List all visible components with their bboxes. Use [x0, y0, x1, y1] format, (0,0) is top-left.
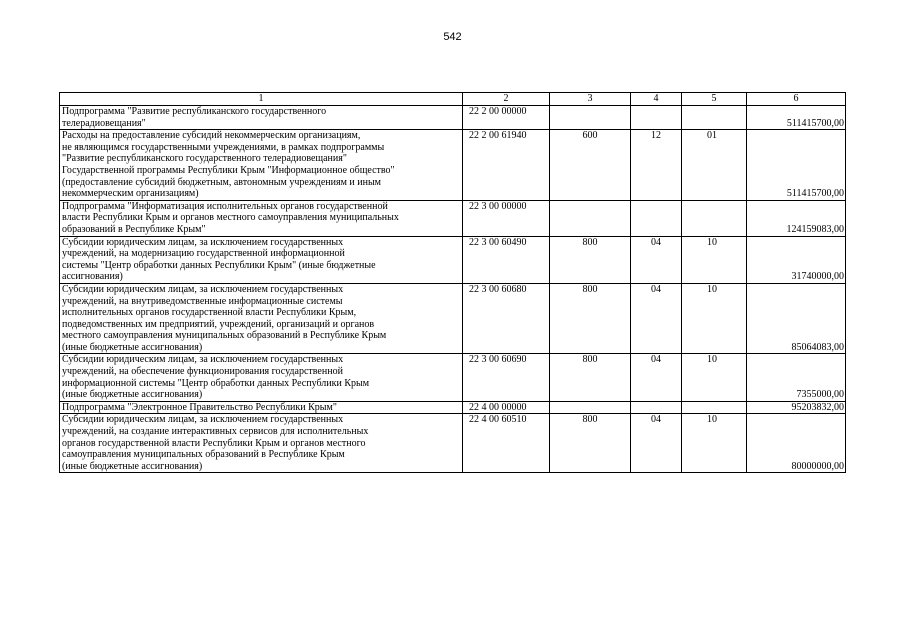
row-subsection	[682, 106, 747, 130]
row-description: Подпрограмма "Электронное Правительство Республики Крым"	[60, 401, 463, 414]
row-expense-type	[550, 106, 631, 130]
row-expense-type	[550, 401, 631, 414]
row-expense-type: 800	[550, 414, 631, 473]
row-section	[631, 401, 682, 414]
header-col-3: 3	[550, 93, 631, 106]
row-target-code: 22 2 00 61940	[463, 130, 550, 201]
row-expense-type	[550, 200, 631, 236]
row-subsection: 10	[682, 354, 747, 401]
header-col-5: 5	[682, 93, 747, 106]
header-col-6: 6	[747, 93, 846, 106]
row-subsection: 10	[682, 414, 747, 473]
row-expense-type: 800	[550, 354, 631, 401]
row-description: Субсидии юридическим лицам, за исключением государственных учреждений, на внутриведомственные информационные системы исполнительных органов государственной власти Республики Крым, подведомственных им предприятий, учреждений, организаций и органов местного самоуправления муниципальных образований в Республике Крым (иные бюджетные ассигнования)	[60, 283, 463, 354]
row-subsection: 01	[682, 130, 747, 201]
row-section: 04	[631, 236, 682, 283]
budget-table	[59, 92, 846, 473]
row-target-code: 22 3 00 00000	[463, 200, 550, 236]
header-col-1: 1	[60, 93, 463, 106]
row-amount: 80000000,00	[747, 414, 846, 473]
row-section: 04	[631, 414, 682, 473]
row-subsection	[682, 401, 747, 414]
table-row	[60, 200, 846, 236]
row-amount: 511415700,00	[747, 130, 846, 201]
row-amount: 85064083,00	[747, 283, 846, 354]
row-description: Субсидии юридическим лицам, за исключением государственных учреждений, на обеспечение функционирования государственной информационной системы "Центр обработки данных Республики Крым (иные бюджетные ассигнования)	[60, 354, 463, 401]
row-description: Подпрограмма "Развитие республиканского государственного телерадиовещания"	[60, 106, 463, 130]
row-description: Субсидии юридическим лицам, за исключением государственных учреждений, на создание интерактивных сервисов для исполнительных органов государственной власти Республики Крым и органов местного самоуправления муниципальных образований в Республике Крым (иные бюджетные ассигнования)	[60, 414, 463, 473]
header-col-4: 4	[631, 93, 682, 106]
row-description: Расходы на предоставление субсидий некоммерческим организациям, не являющимся государственными учреждениями, в рамках подпрограммы "Развитие республиканского государственного телерадиовещания" Государственной программы Республики Крым "Информационное общество" (предоставление субсидий бюджетным, автономным учреждениям и иным некоммерческим организациям)	[60, 130, 463, 201]
row-expense-type: 800	[550, 236, 631, 283]
row-description: Субсидии юридическим лицам, за исключением государственных учреждений, на модернизацию государственной информационной системы "Центр обработки данных Республики Крым" (иные бюджетные ассигнования)	[60, 236, 463, 283]
table-row	[60, 236, 846, 283]
row-amount: 7355000,00	[747, 354, 846, 401]
row-section: 12	[631, 130, 682, 201]
row-amount: 95203832,00	[747, 401, 846, 414]
row-amount: 511415700,00	[747, 106, 846, 130]
table-header-row	[60, 93, 846, 106]
page-number: 542	[443, 31, 462, 43]
row-subsection	[682, 200, 747, 236]
row-section	[631, 200, 682, 236]
table-row	[60, 401, 846, 414]
table-row	[60, 283, 846, 354]
row-target-code: 22 3 00 60690	[463, 354, 550, 401]
row-target-code: 22 4 00 00000	[463, 401, 550, 414]
row-amount: 31740000,00	[747, 236, 846, 283]
row-amount: 124159083,00	[747, 200, 846, 236]
row-expense-type: 800	[550, 283, 631, 354]
row-target-code: 22 2 00 00000	[463, 106, 550, 130]
row-target-code: 22 3 00 60490	[463, 236, 550, 283]
row-subsection: 10	[682, 236, 747, 283]
table-row	[60, 354, 846, 401]
row-section: 04	[631, 283, 682, 354]
table-row	[60, 414, 846, 473]
row-subsection: 10	[682, 283, 747, 354]
header-col-2: 2	[463, 93, 550, 106]
table-row	[60, 130, 846, 201]
row-expense-type: 600	[550, 130, 631, 201]
row-target-code: 22 3 00 60680	[463, 283, 550, 354]
row-section	[631, 106, 682, 130]
table-row	[60, 106, 846, 130]
row-target-code: 22 4 00 60510	[463, 414, 550, 473]
row-description: Подпрограмма "Информатизация исполнительных органов государственной власти Республики Крым и органов местного самоуправления муниципальных образований в Республике Крым"	[60, 200, 463, 236]
row-section: 04	[631, 354, 682, 401]
